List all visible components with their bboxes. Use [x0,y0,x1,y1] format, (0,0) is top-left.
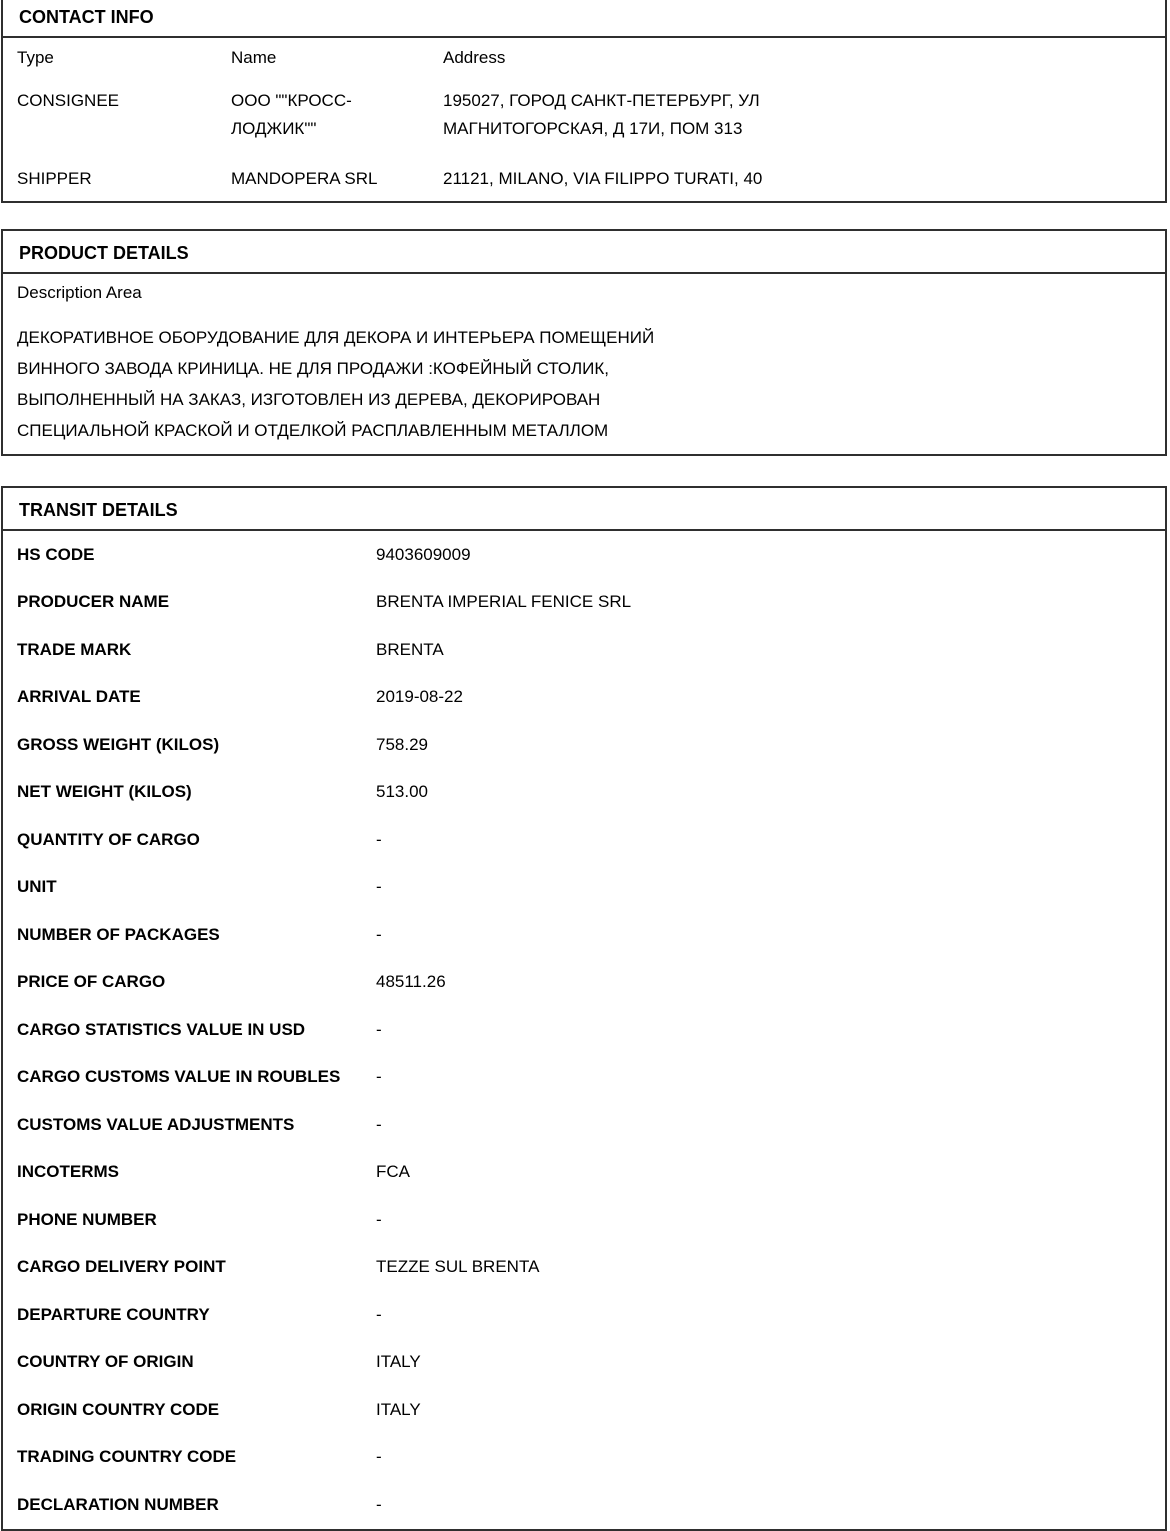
transit-row-label: PHONE NUMBER [17,1209,157,1229]
transit-row-value: FCA [376,1162,410,1182]
contact-info-section [1,0,1167,203]
product-details-body [3,274,1165,454]
transit-row-country-of-origin [17,1339,1151,1387]
transit-row-label: COUNTRY OF ORIGIN [17,1352,194,1372]
transit-details-section [1,486,1167,1531]
transit-row-cargo-customs-value-roubles [17,1054,1151,1102]
transit-row-gross-weight [17,721,1151,769]
transit-row-value: - [376,877,382,897]
transit-row-label: ARRIVAL DATE [17,687,141,707]
transit-row-cargo-delivery-point [17,1244,1151,1292]
transit-row-label: UNIT [17,877,57,897]
description-text [17,322,1151,446]
transit-row-label: DECLARATION NUMBER [17,1494,219,1514]
transit-row-value: - [376,1209,382,1229]
transit-row-label: CARGO STATISTICS VALUE IN USD [17,1019,306,1039]
transit-row-net-weight [17,769,1151,817]
transit-row-label: TRADING COUNTRY CODE [17,1447,237,1467]
transit-row-origin-country-code [17,1386,1151,1434]
transit-row-value: 758.29 [376,734,428,754]
transit-row-cargo-statistics-value-usd [17,1006,1151,1054]
contact-address-line: 195027, ГОРОД САНКТ-ПЕТЕРБУРГ, УЛ [443,91,760,110]
transit-row-departure-country [17,1291,1151,1339]
transit-row-value: 9403609009 [376,544,471,564]
transit-row-producer-name [17,579,1151,627]
transit-row-value: ITALY [376,1352,421,1372]
transit-row-label: INCOTERMS [17,1162,119,1182]
description-line: ДЕКОРАТИВНОЕ ОБОРУДОВАНИЕ ДЛЯ ДЕКОРА И ИНТЕРЬЕРА ПОМЕЩЕНИЙ [17,328,655,347]
description-line: ВЫПОЛНЕННЫЙ НА ЗАКАЗ, ИЗГОТОВЛЕН ИЗ ДЕРЕВА, ДЕКОРИРОВАН [17,390,601,409]
transit-row-value: TEZZE SUL BRENTA [376,1257,540,1277]
transit-row-label: QUANTITY OF CARGO [17,829,200,849]
transit-row-value: 48511.26 [376,972,446,992]
transit-row-quantity-of-cargo [17,816,1151,864]
transit-row-declaration-number [17,1481,1151,1529]
contact-name-line: ООО ""КРОСС- [231,91,352,110]
contact-name-line: ЛОДЖИК"" [231,119,317,138]
transit-row-value: - [376,924,382,944]
contact-row-shipper [17,165,1151,193]
contact-address-cell: 21121, MILANO, VIA FILIPPO TURATI, 40 [443,169,763,188]
transit-row-hs-code [17,531,1151,579]
transit-row-value: - [376,829,382,849]
transit-row-trading-country-code [17,1434,1151,1482]
transit-row-number-of-packages [17,911,1151,959]
column-header-name: Name [231,48,277,67]
contact-type-cell: SHIPPER [17,169,92,188]
transit-row-value: ITALY [376,1399,421,1419]
transit-row-value: - [376,1067,382,1087]
transit-row-label: TRADE MARK [17,639,132,659]
column-header-type: Type [17,48,54,67]
transit-row-value: - [376,1447,382,1467]
transit-row-label: GROSS WEIGHT (KILOS) [17,734,220,754]
transit-row-arrival-date [17,674,1151,722]
transit-row-phone-number [17,1196,1151,1244]
transit-row-label: PRICE OF CARGO [17,972,166,992]
product-details-section [1,229,1167,456]
contact-type-cell: CONSIGNEE [17,91,120,110]
transit-row-label: ORIGIN COUNTRY CODE [17,1399,220,1419]
transit-row-value: - [376,1114,382,1134]
transit-row-value: - [376,1019,382,1039]
contact-name-cell [231,87,443,143]
transit-row-price-of-cargo [17,959,1151,1007]
transit-row-label: HS CODE [17,544,95,564]
product-details-title: PRODUCT DETAILS [3,231,1165,274]
contact-name-cell: MANDOPERA SRL [231,169,378,188]
description-area-label: Description Area [17,283,142,302]
transit-row-unit [17,864,1151,912]
transit-row-label: CUSTOMS VALUE ADJUSTMENTS [17,1114,295,1134]
description-line: ВИННОГО ЗАВОДА КРИНИЦА. НЕ ДЛЯ ПРОДАЖИ :КОФЕЙНЫЙ СТОЛИК, [17,359,609,378]
transit-row-label: PRODUCER NAME [17,592,170,612]
transit-row-label: CARGO DELIVERY POINT [17,1257,226,1277]
transit-details-table [3,531,1165,1529]
column-header-address: Address [443,48,506,67]
description-line: СПЕЦИАЛЬНОЙ КРАСКОЙ И ОТДЕЛКОЙ РАСПЛАВЛЕННЫМ МЕТАЛЛОМ [17,421,609,440]
transit-row-value: 513.00 [376,782,428,802]
transit-row-incoterms [17,1149,1151,1197]
transit-details-title: TRANSIT DETAILS [3,488,1165,531]
transit-row-customs-value-adjustments [17,1101,1151,1149]
transit-row-value: - [376,1494,382,1514]
transit-row-value: BRENTA IMPERIAL FENICE SRL [376,592,632,612]
contact-row-consignee [17,87,1151,143]
contact-address-cell [443,87,1151,143]
transit-row-value: BRENTA [376,639,444,659]
transit-row-label: DEPARTURE COUNTRY [17,1304,210,1324]
transit-row-value: - [376,1304,382,1324]
contact-table-header-row [17,44,1151,72]
transit-row-label: NET WEIGHT (KILOS) [17,782,192,802]
transit-row-label: NUMBER OF PACKAGES [17,924,220,944]
transit-row-label: CARGO CUSTOMS VALUE IN ROUBLES [17,1067,341,1087]
transit-row-value: 2019-08-22 [376,687,463,707]
transit-row-trade-mark [17,626,1151,674]
contact-info-table [3,44,1165,201]
contact-address-line: МАГНИТОГОРСКАЯ, Д 17И, ПОМ 313 [443,119,743,138]
contact-info-title: CONTACT INFO [3,0,1165,38]
